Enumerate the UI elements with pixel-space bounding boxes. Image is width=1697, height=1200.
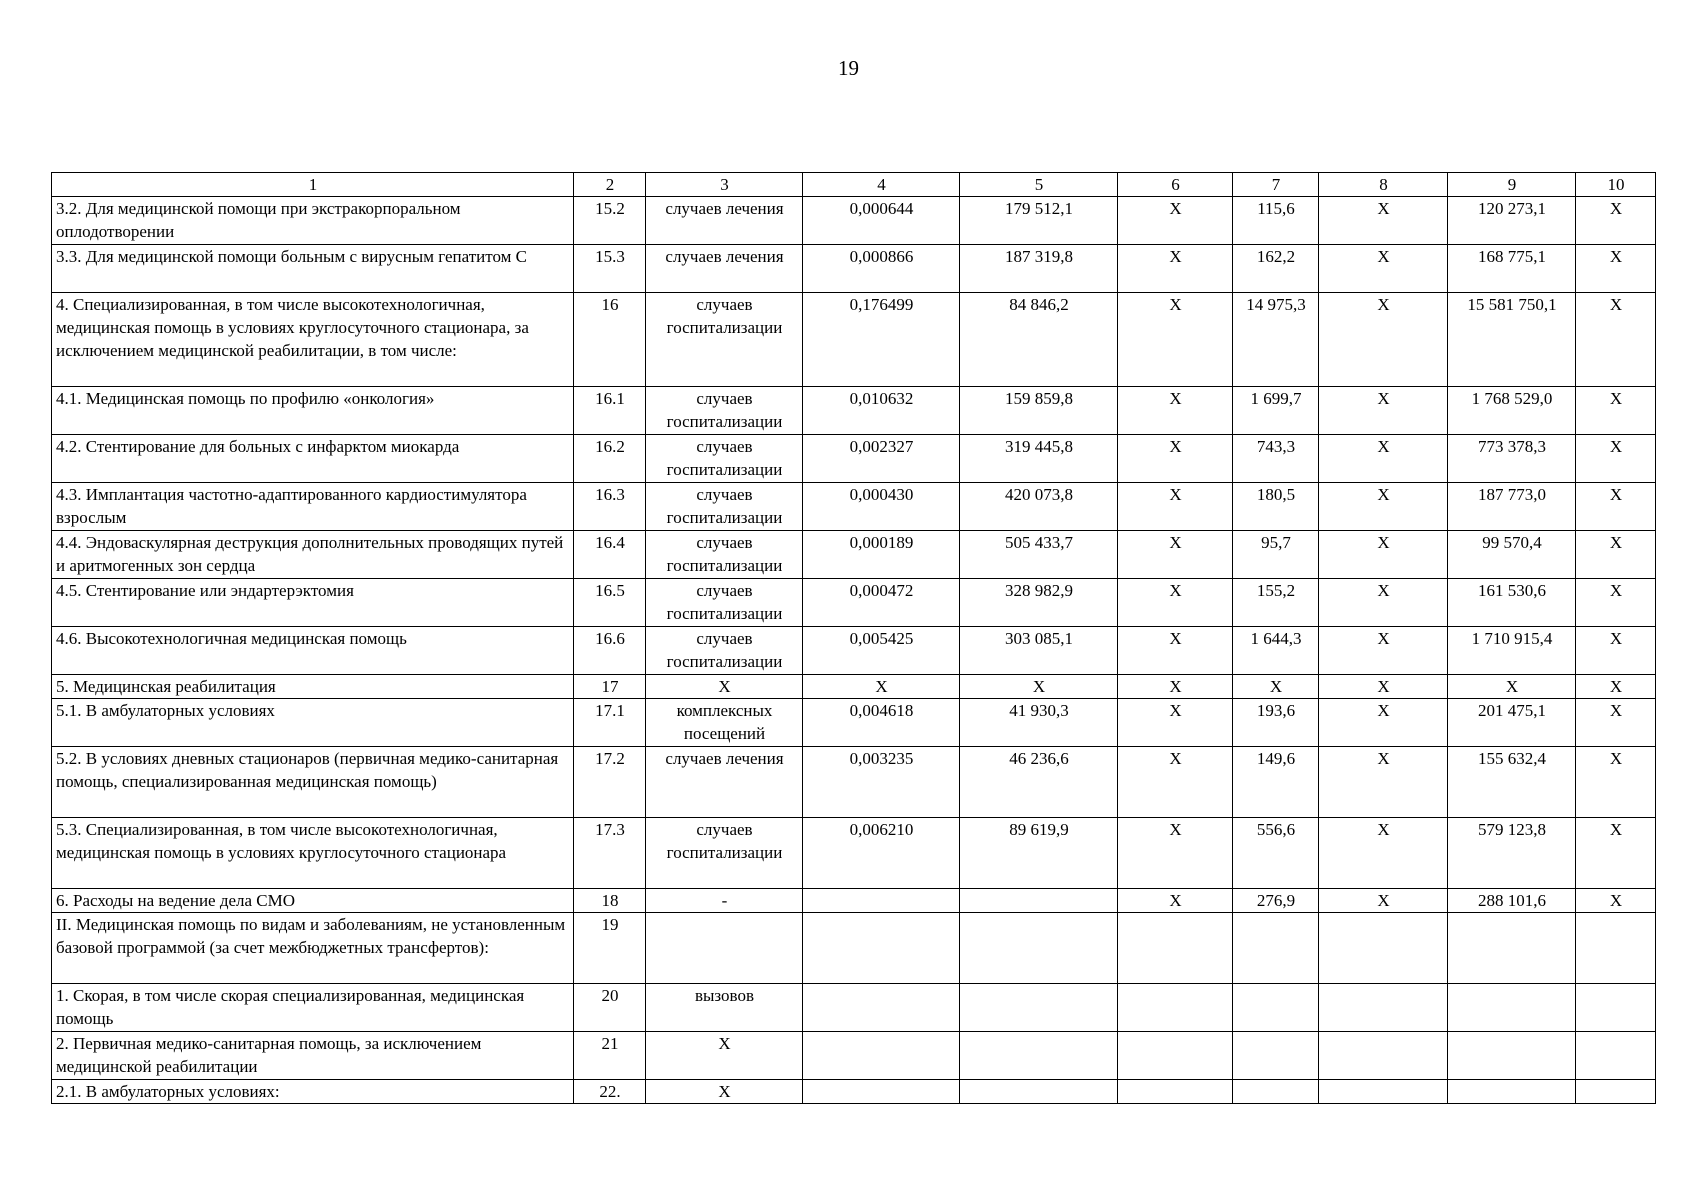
col9-cell: 155 632,4: [1448, 747, 1576, 818]
cost-cell: 328 982,9: [960, 579, 1118, 627]
col6-cell: Х: [1118, 531, 1233, 579]
col9-cell: 168 775,1: [1448, 245, 1576, 293]
table-row: [52, 675, 1656, 699]
norm-cell: 0,004618: [803, 699, 960, 747]
table-row: [52, 627, 1656, 675]
row-code-cell: 17: [574, 675, 646, 699]
col6-cell: Х: [1118, 435, 1233, 483]
col7-cell: [1233, 1080, 1319, 1104]
col8-cell: [1319, 1080, 1448, 1104]
row-name-cell: 6. Расходы на ведение дела СМО: [52, 889, 574, 913]
col6-cell: Х: [1118, 387, 1233, 435]
table-body: [52, 173, 1656, 1104]
col7-cell: 95,7: [1233, 531, 1319, 579]
norm-cell: 0,005425: [803, 627, 960, 675]
cost-cell: [960, 913, 1118, 984]
row-code-cell: 16.3: [574, 483, 646, 531]
unit-cell: случаев госпитализации: [646, 818, 803, 889]
norm-cell: 0,000189: [803, 531, 960, 579]
unit-cell: случаев госпитализации: [646, 531, 803, 579]
col10-cell: Х: [1576, 889, 1656, 913]
table-row: [52, 984, 1656, 1032]
page-number: 19: [838, 56, 859, 80]
norm-cell: 0,000430: [803, 483, 960, 531]
col10-cell: Х: [1576, 675, 1656, 699]
unit-cell: вызовов: [646, 984, 803, 1032]
col7-cell: Х: [1233, 675, 1319, 699]
unit-cell: случаев госпитализации: [646, 627, 803, 675]
unit-cell: случаев госпитализации: [646, 579, 803, 627]
table-row: [52, 1080, 1656, 1104]
col7-cell: 149,6: [1233, 747, 1319, 818]
col10-cell: [1576, 1032, 1656, 1080]
col6-cell: Х: [1118, 579, 1233, 627]
col6-cell: [1118, 1080, 1233, 1104]
row-name-cell: 2.1. В амбулаторных условиях:: [52, 1080, 574, 1104]
unit-cell: Х: [646, 675, 803, 699]
col8-cell: Х: [1319, 531, 1448, 579]
col9-cell: 99 570,4: [1448, 531, 1576, 579]
col9-cell: 579 123,8: [1448, 818, 1576, 889]
col10-cell: [1576, 1080, 1656, 1104]
column-number: 9: [1448, 173, 1576, 197]
column-number: 4: [803, 173, 960, 197]
cost-cell: 187 319,8: [960, 245, 1118, 293]
unit-cell: случаев лечения: [646, 245, 803, 293]
col7-cell: [1233, 913, 1319, 984]
norm-cell: 0,003235: [803, 747, 960, 818]
row-name-cell: 4.2. Стентирование для больных с инфарктом миокарда: [52, 435, 574, 483]
table-row: [52, 747, 1656, 818]
col7-cell: [1233, 984, 1319, 1032]
norm-cell: 0,006210: [803, 818, 960, 889]
column-number: 3: [646, 173, 803, 197]
col6-cell: Х: [1118, 889, 1233, 913]
col10-cell: Х: [1576, 627, 1656, 675]
col8-cell: Х: [1319, 435, 1448, 483]
cost-cell: 420 073,8: [960, 483, 1118, 531]
cost-cell: 89 619,9: [960, 818, 1118, 889]
row-code-cell: 16.2: [574, 435, 646, 483]
col9-cell: [1448, 1080, 1576, 1104]
row-name-cell: 3.2. Для медицинской помощи при экстракорпоральном оплодотворении: [52, 197, 574, 245]
row-name-cell: II. Медицинская помощь по видам и заболеваниям, не установленным базовой программой (за счет межбюджетных трансфертов):: [52, 913, 574, 984]
col10-cell: Х: [1576, 293, 1656, 387]
col9-cell: 161 530,6: [1448, 579, 1576, 627]
col8-cell: Х: [1319, 627, 1448, 675]
data-table: [51, 172, 1656, 1104]
col8-cell: Х: [1319, 818, 1448, 889]
col7-cell: 743,3: [1233, 435, 1319, 483]
cost-cell: 505 433,7: [960, 531, 1118, 579]
col10-cell: Х: [1576, 435, 1656, 483]
col7-cell: [1233, 1032, 1319, 1080]
row-code-cell: 16.5: [574, 579, 646, 627]
col8-cell: Х: [1319, 699, 1448, 747]
cost-cell: 41 930,3: [960, 699, 1118, 747]
unit-cell: случаев госпитализации: [646, 483, 803, 531]
row-code-cell: 16: [574, 293, 646, 387]
unit-cell: -: [646, 889, 803, 913]
col6-cell: Х: [1118, 699, 1233, 747]
col9-cell: 15 581 750,1: [1448, 293, 1576, 387]
col6-cell: Х: [1118, 627, 1233, 675]
col8-cell: [1319, 984, 1448, 1032]
table-row: [52, 197, 1656, 245]
col7-cell: 180,5: [1233, 483, 1319, 531]
row-name-cell: 4.6. Высокотехнологичная медицинская помощь: [52, 627, 574, 675]
table-row: [52, 293, 1656, 387]
col6-cell: Х: [1118, 293, 1233, 387]
row-code-cell: 16.1: [574, 387, 646, 435]
col8-cell: Х: [1319, 889, 1448, 913]
row-code-cell: 17.1: [574, 699, 646, 747]
cost-cell: [960, 984, 1118, 1032]
col10-cell: Х: [1576, 818, 1656, 889]
row-code-cell: 22.: [574, 1080, 646, 1104]
norm-cell: 0,000866: [803, 245, 960, 293]
norm-cell: [803, 889, 960, 913]
col9-cell: 773 378,3: [1448, 435, 1576, 483]
col9-cell: Х: [1448, 675, 1576, 699]
col7-cell: 155,2: [1233, 579, 1319, 627]
cost-cell: [960, 1032, 1118, 1080]
cost-cell: [960, 889, 1118, 913]
col8-cell: Х: [1319, 747, 1448, 818]
row-name-cell: 3.3. Для медицинской помощи больным с вирусным гепатитом С: [52, 245, 574, 293]
column-number: 7: [1233, 173, 1319, 197]
table-row: [52, 579, 1656, 627]
cost-cell: [960, 1080, 1118, 1104]
cost-cell: 303 085,1: [960, 627, 1118, 675]
cost-cell: 319 445,8: [960, 435, 1118, 483]
norm-cell: [803, 913, 960, 984]
col8-cell: Х: [1319, 293, 1448, 387]
unit-cell: случаев госпитализации: [646, 435, 803, 483]
table-row: [52, 699, 1656, 747]
col10-cell: Х: [1576, 245, 1656, 293]
norm-cell: [803, 1032, 960, 1080]
col10-cell: Х: [1576, 699, 1656, 747]
row-code-cell: 18: [574, 889, 646, 913]
col10-cell: Х: [1576, 387, 1656, 435]
col6-cell: Х: [1118, 747, 1233, 818]
col7-cell: 276,9: [1233, 889, 1319, 913]
col9-cell: 120 273,1: [1448, 197, 1576, 245]
cost-cell: 46 236,6: [960, 747, 1118, 818]
row-code-cell: 16.4: [574, 531, 646, 579]
row-name-cell: 5.3. Специализированная, в том числе высокотехнологичная, медицинская помощь в условиях круглосуточного стационара: [52, 818, 574, 889]
col8-cell: Х: [1319, 579, 1448, 627]
unit-cell: комплексных посещений: [646, 699, 803, 747]
col9-cell: [1448, 913, 1576, 984]
col9-cell: 288 101,6: [1448, 889, 1576, 913]
row-code-cell: 19: [574, 913, 646, 984]
row-name-cell: 4.1. Медицинская помощь по профилю «онкология»: [52, 387, 574, 435]
row-code-cell: 15.3: [574, 245, 646, 293]
col9-cell: [1448, 1032, 1576, 1080]
row-code-cell: 15.2: [574, 197, 646, 245]
col8-cell: [1319, 913, 1448, 984]
row-code-cell: 17.2: [574, 747, 646, 818]
row-name-cell: 5. Медицинская реабилитация: [52, 675, 574, 699]
table-row: [52, 531, 1656, 579]
cost-cell: 179 512,1: [960, 197, 1118, 245]
col8-cell: Х: [1319, 245, 1448, 293]
col7-cell: 1 644,3: [1233, 627, 1319, 675]
row-name-cell: 2. Первичная медико-санитарная помощь, за исключением медицинской реабилитации: [52, 1032, 574, 1080]
cost-cell: 84 846,2: [960, 293, 1118, 387]
col8-cell: Х: [1319, 387, 1448, 435]
col9-cell: [1448, 984, 1576, 1032]
row-name-cell: 4.3. Имплантация частотно-адаптированного кардиостимулятора взрослым: [52, 483, 574, 531]
unit-cell: Х: [646, 1032, 803, 1080]
col6-cell: Х: [1118, 675, 1233, 699]
col6-cell: Х: [1118, 483, 1233, 531]
norm-cell: Х: [803, 675, 960, 699]
row-code-cell: 21: [574, 1032, 646, 1080]
table-row: [52, 483, 1656, 531]
col6-cell: [1118, 913, 1233, 984]
row-code-cell: 16.6: [574, 627, 646, 675]
col9-cell: 187 773,0: [1448, 483, 1576, 531]
table-row: [52, 889, 1656, 913]
table-row: [52, 435, 1656, 483]
cost-cell: Х: [960, 675, 1118, 699]
column-number: 1: [52, 173, 574, 197]
col6-cell: Х: [1118, 818, 1233, 889]
col6-cell: [1118, 1032, 1233, 1080]
unit-cell: случаев лечения: [646, 197, 803, 245]
col10-cell: Х: [1576, 579, 1656, 627]
row-name-cell: 5.2. В условиях дневных стационаров (первичная медико-санитарная помощь, специализированная медицинская помощь): [52, 747, 574, 818]
col8-cell: [1319, 1032, 1448, 1080]
row-name-cell: 1. Скорая, в том числе скорая специализированная, медицинская помощь: [52, 984, 574, 1032]
unit-cell: случаев госпитализации: [646, 293, 803, 387]
column-number: 2: [574, 173, 646, 197]
column-number-row: [52, 173, 1656, 197]
col7-cell: 193,6: [1233, 699, 1319, 747]
unit-cell: случаев лечения: [646, 747, 803, 818]
col8-cell: Х: [1319, 197, 1448, 245]
col8-cell: Х: [1319, 675, 1448, 699]
column-number: 6: [1118, 173, 1233, 197]
column-number: 8: [1319, 173, 1448, 197]
row-code-cell: 17.3: [574, 818, 646, 889]
col6-cell: Х: [1118, 197, 1233, 245]
col6-cell: [1118, 984, 1233, 1032]
table-row: [52, 913, 1656, 984]
table-row: [52, 387, 1656, 435]
col9-cell: 1 768 529,0: [1448, 387, 1576, 435]
col10-cell: Х: [1576, 747, 1656, 818]
col10-cell: Х: [1576, 197, 1656, 245]
table-row: [52, 1032, 1656, 1080]
unit-cell: случаев госпитализации: [646, 387, 803, 435]
norm-cell: [803, 1080, 960, 1104]
col7-cell: 14 975,3: [1233, 293, 1319, 387]
col7-cell: 556,6: [1233, 818, 1319, 889]
norm-cell: 0,000472: [803, 579, 960, 627]
row-name-cell: 4.4. Эндоваскулярная деструкция дополнительных проводящих путей и аритмогенных зон сердца: [52, 531, 574, 579]
norm-cell: 0,176499: [803, 293, 960, 387]
column-number: 5: [960, 173, 1118, 197]
col9-cell: 1 710 915,4: [1448, 627, 1576, 675]
row-name-cell: 5.1. В амбулаторных условиях: [52, 699, 574, 747]
norm-cell: 0,002327: [803, 435, 960, 483]
col10-cell: Х: [1576, 531, 1656, 579]
col8-cell: Х: [1319, 483, 1448, 531]
norm-cell: 0,000644: [803, 197, 960, 245]
table-row: [52, 818, 1656, 889]
col6-cell: Х: [1118, 245, 1233, 293]
unit-cell: Х: [646, 1080, 803, 1104]
col9-cell: 201 475,1: [1448, 699, 1576, 747]
column-number: 10: [1576, 173, 1656, 197]
row-name-cell: 4. Специализированная, в том числе высокотехнологичная, медицинская помощь в условиях круглосуточного стационара, за исключением медицинской реабилитации, в том числе:: [52, 293, 574, 387]
col7-cell: 1 699,7: [1233, 387, 1319, 435]
row-code-cell: 20: [574, 984, 646, 1032]
norm-cell: [803, 984, 960, 1032]
unit-cell: [646, 913, 803, 984]
table-row: [52, 245, 1656, 293]
col10-cell: Х: [1576, 483, 1656, 531]
row-name-cell: 4.5. Стентирование или эндартерэктомия: [52, 579, 574, 627]
norm-cell: 0,010632: [803, 387, 960, 435]
col10-cell: [1576, 984, 1656, 1032]
col7-cell: 115,6: [1233, 197, 1319, 245]
cost-cell: 159 859,8: [960, 387, 1118, 435]
col10-cell: [1576, 913, 1656, 984]
col7-cell: 162,2: [1233, 245, 1319, 293]
